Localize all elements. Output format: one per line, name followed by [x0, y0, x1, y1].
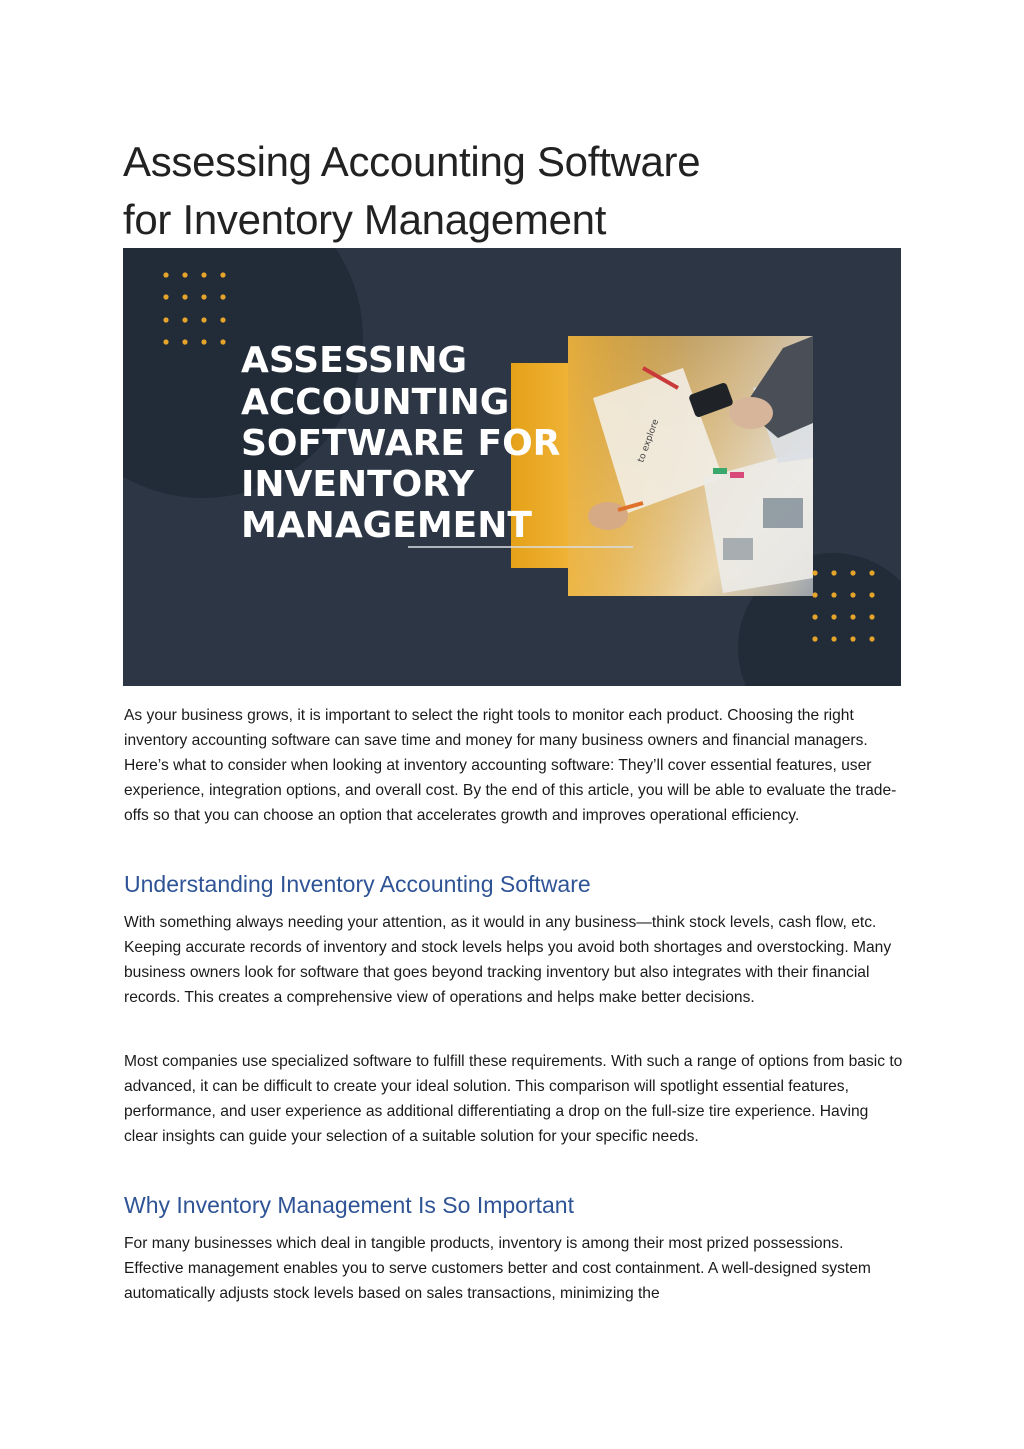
hero-headline-line-5: MANAGEMENT	[241, 505, 532, 546]
understanding-paragraph-2: Most companies use specialized software to fulfill these requirements. With such a range of options from basic to advanced, it can be difficult to create your ideal solution. This comparison will spotlight essential features, performance, and user experience as additional differentiating a drop on the full-size tire experience. Having clear insights can guide your selection of a suitable solution for your specific needs.	[124, 1053, 903, 1145]
hero-headline-line-2: ACCOUNTING	[241, 382, 510, 423]
title-line-2: for Inventory Management	[123, 196, 607, 243]
hero-headline-line-3: SOFTWARE FOR	[241, 423, 561, 464]
section-heading-why: Why Inventory Management Is So Important	[124, 1192, 574, 1218]
section-heading-understanding: Understanding Inventory Accounting Software	[124, 871, 591, 897]
understanding-paragraph-1: With something always needing your attention, as it would in any business—think stock levels, cash flow, etc. Keeping accurate records of inventory and stock levels helps you avoid both shortages and overstocking. Many business owners look for software that goes beyond tracking inventory but also integrates with their financial records. This creates a comprehensive view of operations and helps make better decisions.	[124, 914, 892, 1006]
why-paragraph-1: For many businesses which deal in tangible products, inventory is among their most prized possessions. Effective management enables you to serve customers better and cost containment. A well-designed system automatically adjusts stock levels based on sales transactions, minimizing the	[124, 1235, 871, 1302]
title-line-1: Assessing Accounting Software	[123, 138, 701, 185]
office-desk-photo	[568, 336, 813, 596]
hero-headline-line-1: ASSESSING	[241, 340, 468, 381]
hero-banner-image	[123, 248, 901, 686]
photo-handwritten-text: to explore	[636, 417, 662, 465]
hero-headline-line-4: INVENTORY	[241, 464, 475, 505]
intro-paragraph: As your business grows, it is important to select the right tools to monitor each product. Choosing the right inventory accounting software can save time and money for many business owners and financial managers. Here’s what to consider when looking at inventory accounting software: They’ll cover essential features, user experience, integration options, and overall cost. By the end of this article, you will be able to evaluate the trade-offs so that you can choose an option that accelerates growth and improves operational efficiency.	[124, 707, 897, 824]
page-title	[123, 133, 923, 249]
